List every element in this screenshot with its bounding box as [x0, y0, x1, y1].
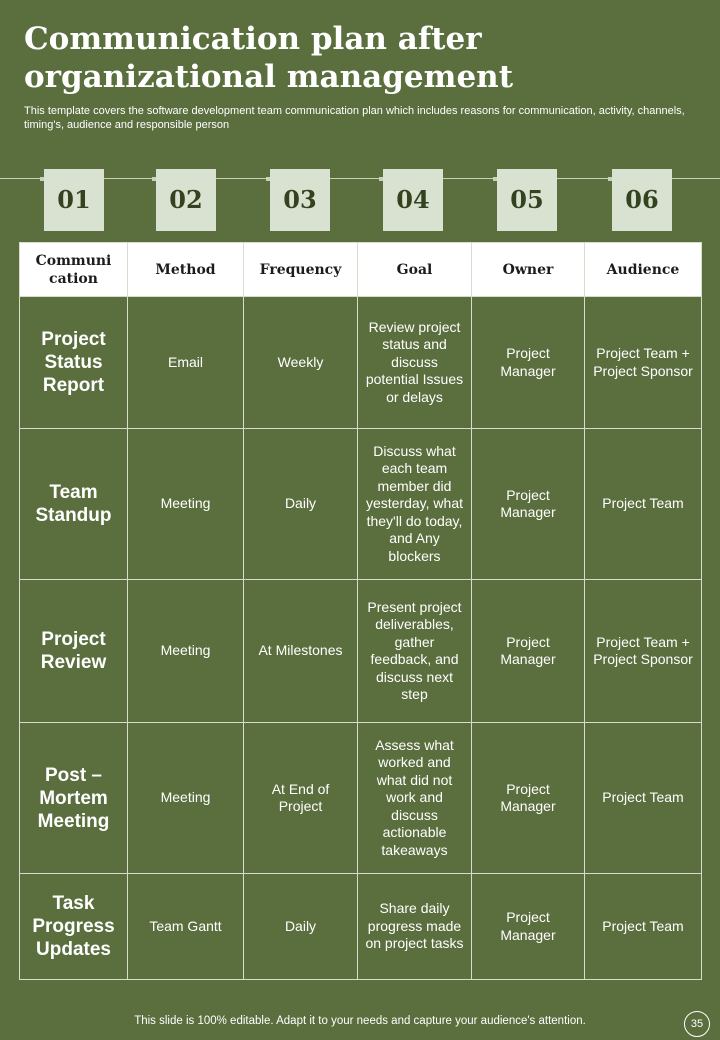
cell-frequency: Daily: [244, 874, 358, 980]
header-goal: Goal: [358, 243, 472, 297]
cell-owner: Project Manager: [472, 874, 585, 980]
cell-goal: Share daily progress made on project tasks: [358, 874, 472, 980]
header-audience: Audience: [585, 243, 702, 297]
cell-goal: Review project status and discuss potential Issues or delays: [358, 297, 472, 429]
cell-communication: Project Review: [20, 580, 128, 723]
step-number-5: 05: [497, 169, 557, 231]
cell-audience: Project Team + Project Sponsor: [585, 580, 702, 723]
cell-frequency: At End of Project: [244, 723, 358, 874]
step-number-6: 06: [612, 169, 672, 231]
cell-audience: Project Team + Project Sponsor: [585, 297, 702, 429]
cell-communication: Project Status Report: [20, 297, 128, 429]
cell-method: Meeting: [128, 580, 244, 723]
header-frequency: Frequency: [244, 243, 358, 297]
footer-note: This slide is 100% editable. Adapt it to your needs and capture your audience's attention.: [134, 1015, 586, 1027]
cell-owner: Project Manager: [472, 580, 585, 723]
table-row: [20, 723, 702, 874]
cell-frequency: Daily: [244, 429, 358, 580]
cell-goal: Assess what worked and what did not work and discuss actionable takeaways: [358, 723, 472, 874]
step-number-3: 03: [270, 169, 330, 231]
step-number-4: 04: [383, 169, 443, 231]
cell-frequency: At Milestones: [244, 580, 358, 723]
cell-method: Meeting: [128, 429, 244, 580]
table-row: [20, 874, 702, 980]
cell-communication: Post – Mortem Meeting: [20, 723, 128, 874]
cell-communication: Team Standup: [20, 429, 128, 580]
header-owner: Owner: [472, 243, 585, 297]
cell-frequency: Weekly: [244, 297, 358, 429]
cell-method: Team Gantt: [128, 874, 244, 980]
cell-owner: Project Manager: [472, 297, 585, 429]
cell-method: Email: [128, 297, 244, 429]
cell-owner: Project Manager: [472, 429, 585, 580]
header-method: Method: [128, 243, 244, 297]
cell-audience: Project Team: [585, 429, 702, 580]
cell-audience: Project Team: [585, 874, 702, 980]
table-row: [20, 297, 702, 429]
step-number-1: 01: [44, 169, 104, 231]
cell-method: Meeting: [128, 723, 244, 874]
page-number: 35: [684, 1011, 710, 1037]
cell-communication: Task Progress Updates: [20, 874, 128, 980]
cell-owner: Project Manager: [472, 723, 585, 874]
page-title: Communication plan after organizational management: [24, 21, 514, 95]
header-communication: Communi cation: [20, 243, 128, 297]
cell-goal: Discuss what each team member did yesterday, what they'll do today, and Any blockers: [358, 429, 472, 580]
cell-audience: Project Team: [585, 723, 702, 874]
communication-plan-table: [19, 242, 702, 980]
step-number-2: 02: [156, 169, 216, 231]
table-row: [20, 580, 702, 723]
cell-goal: Present project deliverables, gather feedback, and discuss next step: [358, 580, 472, 723]
table-row: [20, 429, 702, 580]
page-subtitle: This template covers the software development team communication plan which includes reasons for communication, activity, channels, timing's, audience and responsible person: [24, 105, 685, 131]
table-header-row: [20, 243, 702, 297]
